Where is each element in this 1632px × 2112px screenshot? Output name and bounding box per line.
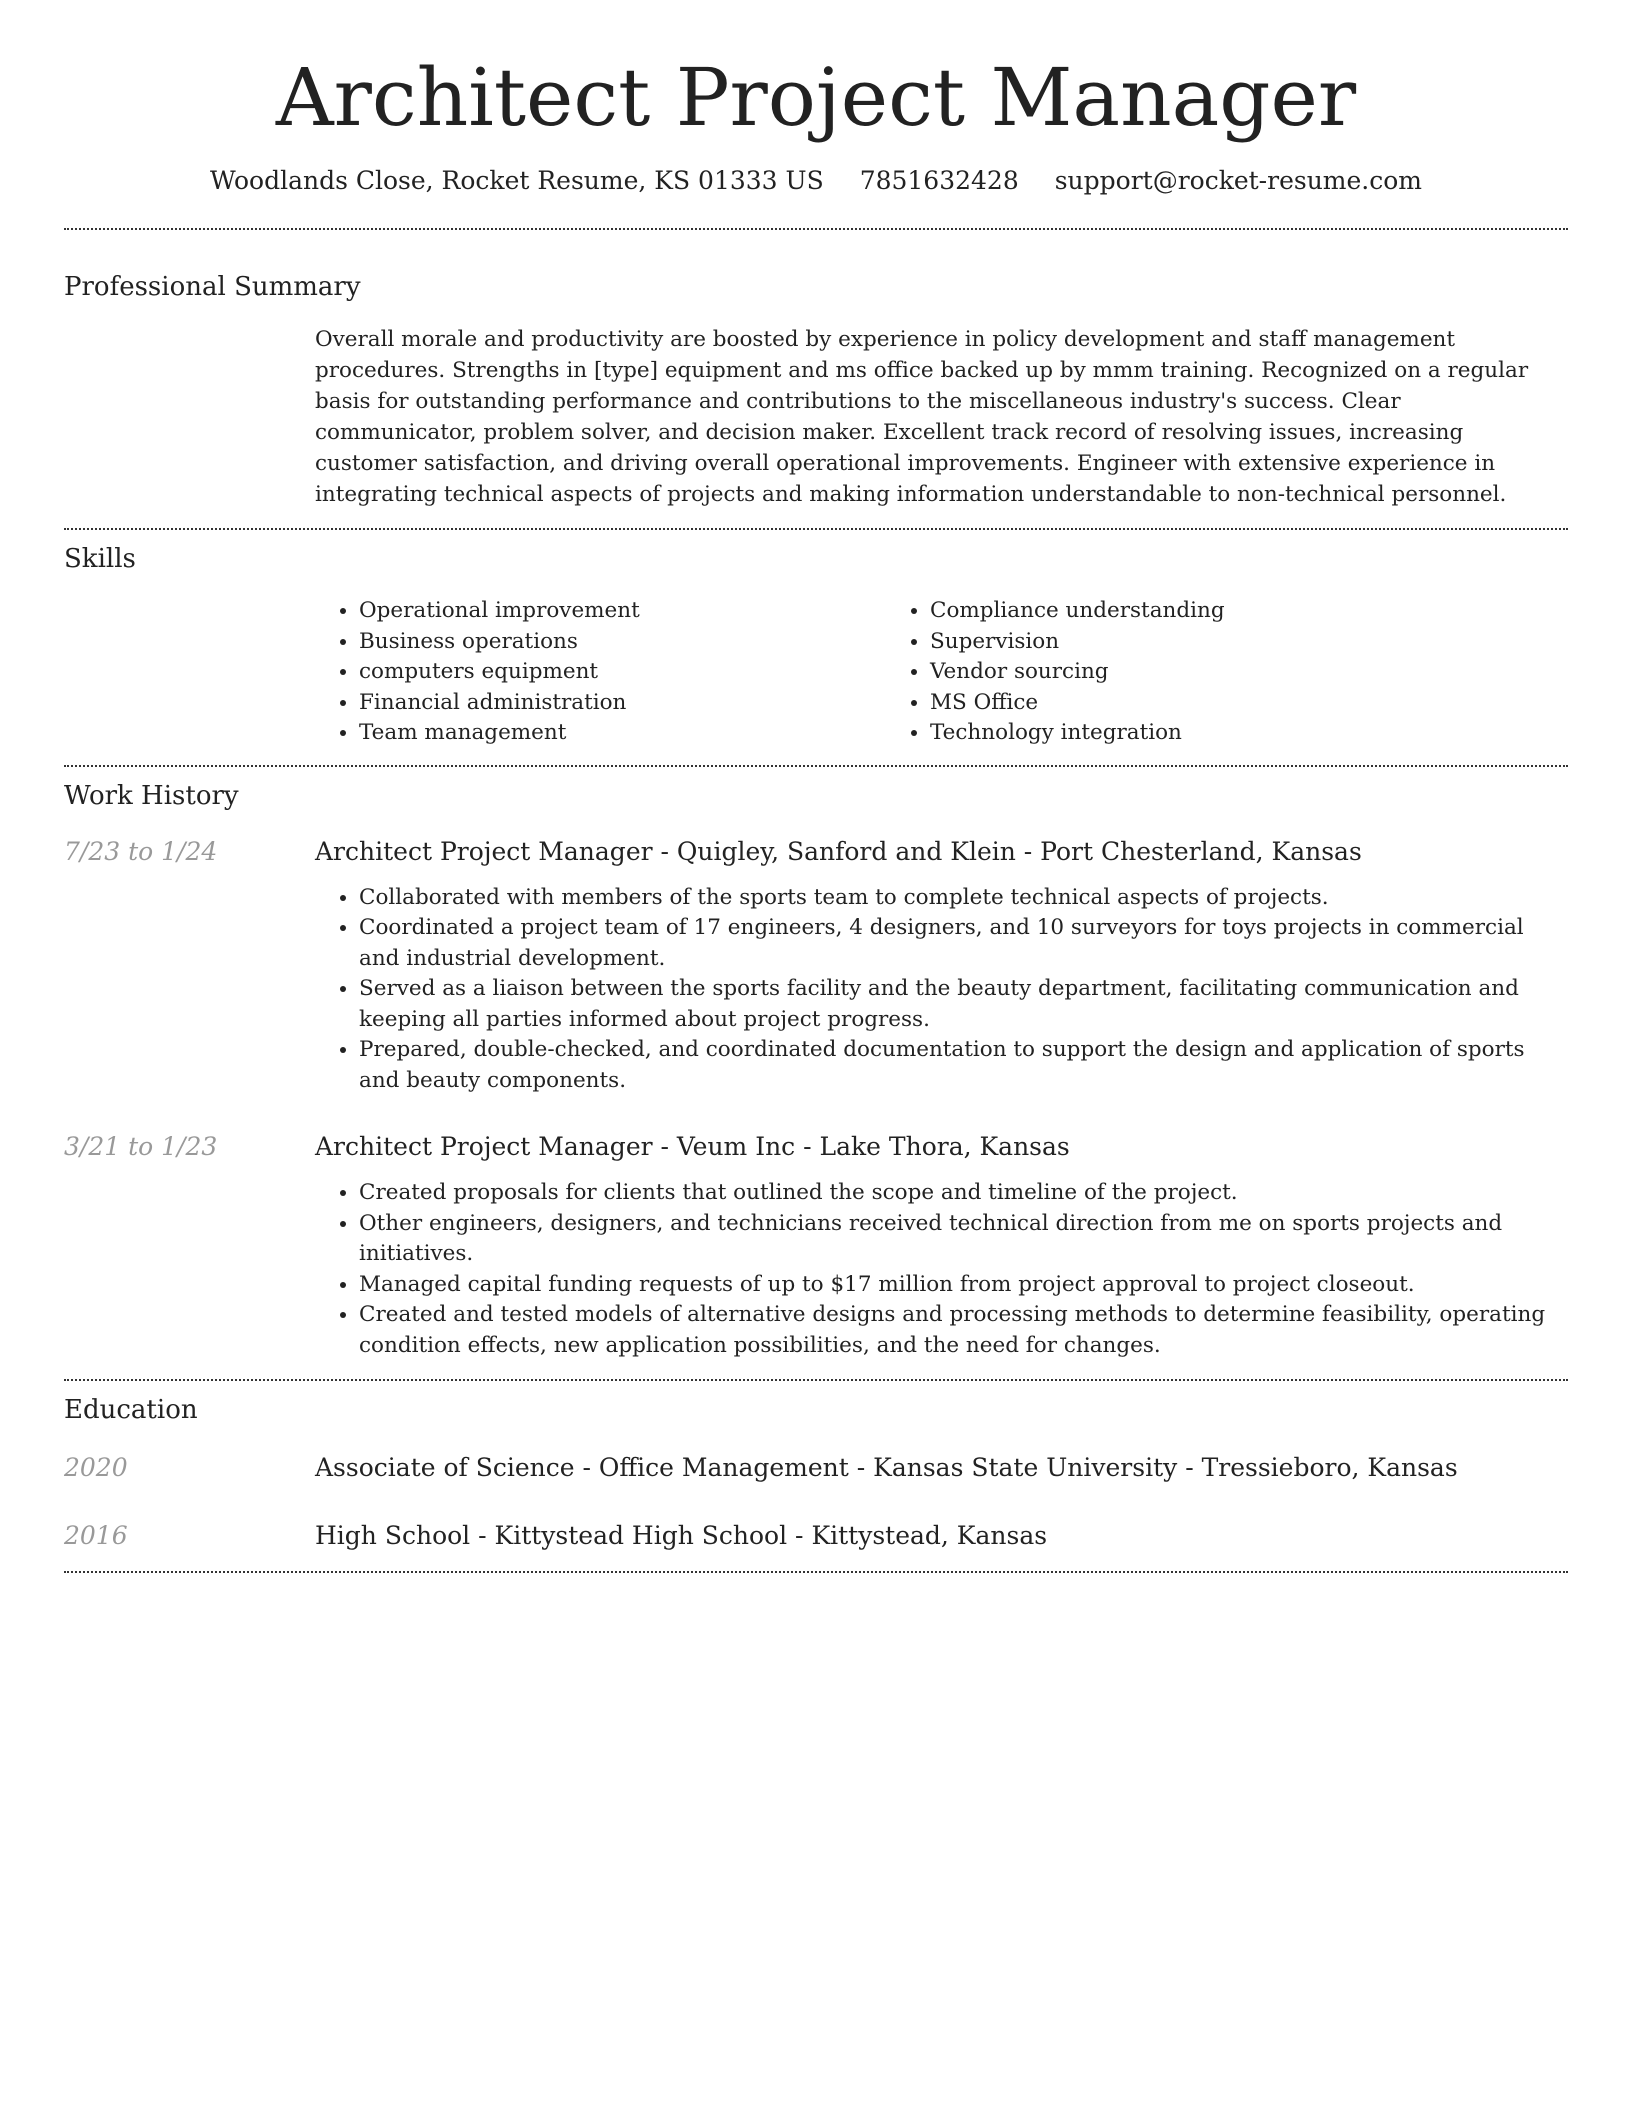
job-entry xyxy=(64,1130,1568,1361)
section-title-summary: Professional Summary xyxy=(64,272,361,302)
skill-item: • Compliance understanding xyxy=(930,596,1457,627)
education-title: Associate of Science - Office Management - Kansas State University - Tressieboro, Kansas xyxy=(315,1453,1458,1482)
job-dates: 7/23 to 1/24 xyxy=(64,836,218,866)
job-bullet: • Other engineers, designers, and technicians received technical direction from me on sports projects and initiatives. xyxy=(359,1209,1568,1270)
job-bullets xyxy=(315,1178,1568,1361)
contact-address: Woodlands Close, Rocket Resume, KS 01333 US xyxy=(209,166,824,195)
work-section xyxy=(64,779,1568,1362)
job-dates: 3/21 to 1/23 xyxy=(64,1132,218,1161)
skill-item: • MS Office xyxy=(930,688,1457,719)
section-title-education: Education xyxy=(64,1395,198,1425)
education-year: 2020 xyxy=(64,1453,128,1482)
divider xyxy=(64,528,1568,530)
skill-item: • Business operations xyxy=(359,627,886,658)
job-bullet: • Served as a liaison between the sports facility and the beauty department, facilitating communication and keeping all parties informed about project progress. xyxy=(359,974,1568,1035)
skills-list-right xyxy=(886,596,1457,749)
summary-section xyxy=(64,270,1568,510)
divider xyxy=(64,765,1568,767)
job-bullet: • Prepared, double-checked, and coordinated documentation to support the design and application of sports and beauty components. xyxy=(359,1035,1568,1096)
section-title-skills: Skills xyxy=(64,544,136,574)
skills-columns xyxy=(315,596,1568,749)
skill-item: • Financial administration xyxy=(359,688,886,719)
resume-name: Architect Project Manager xyxy=(275,51,1357,144)
skill-item: • Technology integration xyxy=(930,718,1457,749)
education-section xyxy=(64,1393,1568,1553)
skill-item: • computers equipment xyxy=(359,657,886,688)
job-bullet: • Coordinated a project team of 17 engineers, 4 designers, and 10 surveyors for toys projects in commercial and industrial development. xyxy=(359,913,1568,974)
skills-section xyxy=(64,542,1568,749)
education-title: High School - Kittystead High School - Kittystead, Kansas xyxy=(315,1521,1048,1550)
job-bullet: • Managed capital funding requests of up to $17 million from project approval to project closeout. xyxy=(359,1270,1568,1301)
skill-item: • Team management xyxy=(359,718,886,749)
education-year: 2016 xyxy=(64,1521,128,1550)
resume-page xyxy=(64,0,1568,1573)
job-title: Architect Project Manager - Quigley, Sanford and Klein - Port Chesterland, Kansas xyxy=(315,836,1362,866)
summary-spacer xyxy=(64,324,315,510)
education-entry xyxy=(64,1451,1568,1485)
summary-text: Overall morale and productivity are boosted by experience in policy development and staff management procedures. Strengths in [type] equipment and ms office backed up by mmm training. Recognized on a regular basis for outstanding performance and contributions to the miscellaneous industry's success. Clear communicator, problem solver, and decision maker. Excellent track record of resolving issues, increasing customer satisfaction, and driving overall operational improvements. Engineer with extensive experience in integrating technical aspects of projects and making information understandable to non-technical personnel. xyxy=(315,327,1529,507)
skill-item: • Supervision xyxy=(930,627,1457,658)
skill-item: • Vendor sourcing xyxy=(930,657,1457,688)
divider xyxy=(64,1571,1568,1573)
skills-spacer xyxy=(64,596,315,749)
contact-line xyxy=(64,164,1568,198)
job-bullet: • Collaborated with members of the sports team to complete technical aspects of projects. xyxy=(359,883,1568,914)
divider xyxy=(64,228,1568,230)
section-title-work: Work History xyxy=(64,780,239,811)
education-entry xyxy=(64,1519,1568,1553)
job-bullet: • Created and tested models of alternative designs and processing methods to determine feasibility, operating condition effects, new application possibilities, and the need for changes. xyxy=(359,1300,1568,1361)
job-bullet: • Created proposals for clients that outlined the scope and timeline of the project. xyxy=(359,1178,1568,1209)
contact-phone: 7851632428 xyxy=(859,166,1019,195)
skill-item: • Operational improvement xyxy=(359,596,886,627)
job-bullets xyxy=(315,883,1568,1097)
skills-list-left xyxy=(315,596,886,749)
divider xyxy=(64,1379,1568,1381)
contact-email: support@rocket-resume.com xyxy=(1054,166,1423,195)
job-entry xyxy=(64,835,1568,1097)
job-title: Architect Project Manager - Veum Inc - Lake Thora, Kansas xyxy=(315,1132,1070,1161)
